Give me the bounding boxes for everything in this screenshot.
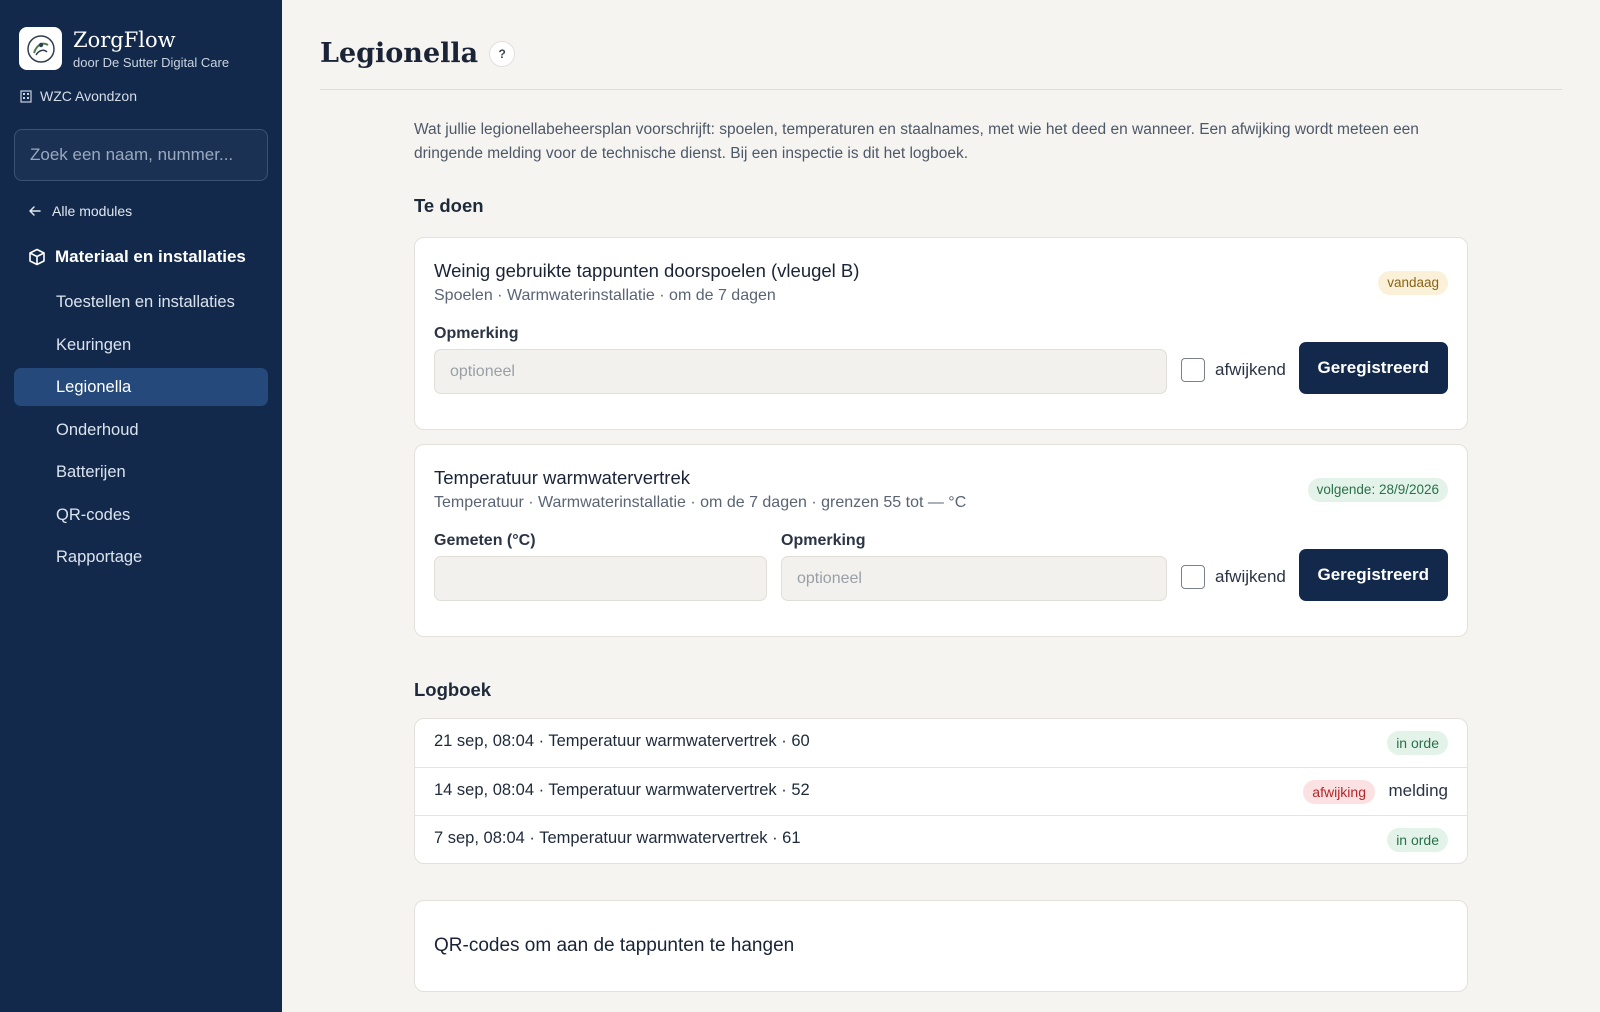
back-label: Alle modules bbox=[52, 203, 133, 219]
remark-label: Opmerking bbox=[434, 325, 519, 342]
divider bbox=[320, 89, 1562, 90]
sidebar-item-rapportage[interactable]: Rapportage bbox=[56, 548, 143, 566]
measured-label: Gemeten (°C) bbox=[434, 532, 536, 549]
report-link[interactable]: melding bbox=[1388, 781, 1448, 800]
log-heading: Logboek bbox=[414, 679, 492, 700]
sidebar-item-batterijen[interactable]: Batterijen bbox=[56, 463, 126, 481]
main-content bbox=[282, 0, 1600, 1012]
log-row[interactable] bbox=[415, 767, 1467, 815]
deviation-checkbox[interactable] bbox=[1181, 358, 1286, 382]
log-entry-text: 14 sep, 08:04 · Temperatuur warmwatervertrek · 52 bbox=[434, 781, 810, 799]
back-to-modules-link[interactable] bbox=[28, 203, 132, 219]
register-button[interactable]: Geregistreerd bbox=[1299, 342, 1449, 394]
log-row[interactable] bbox=[415, 719, 1467, 767]
logo-icon bbox=[19, 27, 62, 70]
building-icon bbox=[19, 89, 33, 103]
remark-label: Opmerking bbox=[781, 532, 866, 549]
deviation-checkbox[interactable] bbox=[1181, 565, 1286, 589]
help-button[interactable]: ? bbox=[489, 41, 515, 67]
organization[interactable] bbox=[19, 88, 137, 104]
log-row[interactable] bbox=[415, 815, 1467, 863]
search-input[interactable] bbox=[14, 129, 268, 181]
section-title bbox=[28, 247, 246, 267]
checkbox-box[interactable] bbox=[1181, 358, 1205, 382]
sidebar-nav bbox=[14, 283, 268, 581]
page-intro: Wat jullie legionellabeheersplan voorschrijft: spoelen, temperaturen en staalnames, met wie het deed en wanneer. Een afwijking wordt meteen een dringende melding voor de technische dienst. Bij een inspectie is dit het logboek. bbox=[414, 121, 1419, 162]
remark-input[interactable] bbox=[781, 556, 1167, 601]
log-table bbox=[414, 718, 1468, 864]
checkbox-box[interactable] bbox=[1181, 565, 1205, 589]
task-meta: Spoelen · Warmwaterinstallatie · om de 7 dagen bbox=[434, 287, 776, 304]
task-card-temperature bbox=[414, 444, 1468, 637]
qr-codes-card[interactable] bbox=[414, 900, 1468, 992]
sidebar-item-keuringen[interactable]: Keuringen bbox=[56, 335, 132, 354]
task-meta: Temperatuur · Warmwaterinstallatie · om de 7 dagen · grenzen 55 tot — °C bbox=[434, 494, 967, 511]
task-card-flush bbox=[414, 237, 1468, 430]
register-button[interactable]: Geregistreerd bbox=[1299, 549, 1449, 601]
due-badge: vandaag bbox=[1378, 271, 1448, 295]
sidebar-item-legionella[interactable]: Legionella bbox=[14, 368, 268, 406]
organization-name: WZC Avondzon bbox=[40, 88, 138, 104]
status-badge: afwijking bbox=[1303, 780, 1375, 804]
remark-input[interactable] bbox=[434, 349, 1167, 394]
log-entry-text: 21 sep, 08:04 · Temperatuur warmwatervertrek · 60 bbox=[434, 732, 810, 750]
status-badge: in orde bbox=[1387, 731, 1448, 755]
log-entry-text: 7 sep, 08:04 · Temperatuur warmwatervertrek · 61 bbox=[434, 829, 801, 847]
page-title: Legionella bbox=[320, 38, 479, 69]
task-title: Temperatuur warmwatervertrek bbox=[434, 467, 690, 488]
measured-input[interactable] bbox=[434, 556, 767, 601]
status-badge: in orde bbox=[1387, 828, 1448, 852]
deviation-label: afwijkend bbox=[1215, 567, 1286, 586]
brand[interactable] bbox=[19, 27, 229, 70]
deviation-label: afwijkend bbox=[1215, 360, 1286, 379]
todo-heading: Te doen bbox=[414, 195, 484, 216]
sidebar-item-toestellen[interactable]: Toestellen en installaties bbox=[56, 293, 235, 311]
sidebar-item-qr-codes[interactable]: QR-codes bbox=[56, 505, 131, 524]
next-date-badge: volgende: 28/9/2026 bbox=[1308, 478, 1448, 502]
sidebar bbox=[0, 0, 282, 1012]
box-icon bbox=[28, 248, 46, 266]
app-subtitle: door De Sutter Digital Care bbox=[73, 55, 230, 70]
sidebar-item-onderhoud[interactable]: Onderhoud bbox=[56, 420, 139, 439]
task-title: Weinig gebruikte tappunten doorspoelen (vleugel B) bbox=[434, 260, 860, 281]
qr-codes-title: QR-codes om aan de tappunten te hangen bbox=[434, 935, 795, 956]
app-name: ZorgFlow bbox=[73, 28, 176, 52]
arrow-left-icon bbox=[28, 204, 42, 218]
section-title-label: Materiaal en installaties bbox=[55, 247, 246, 266]
